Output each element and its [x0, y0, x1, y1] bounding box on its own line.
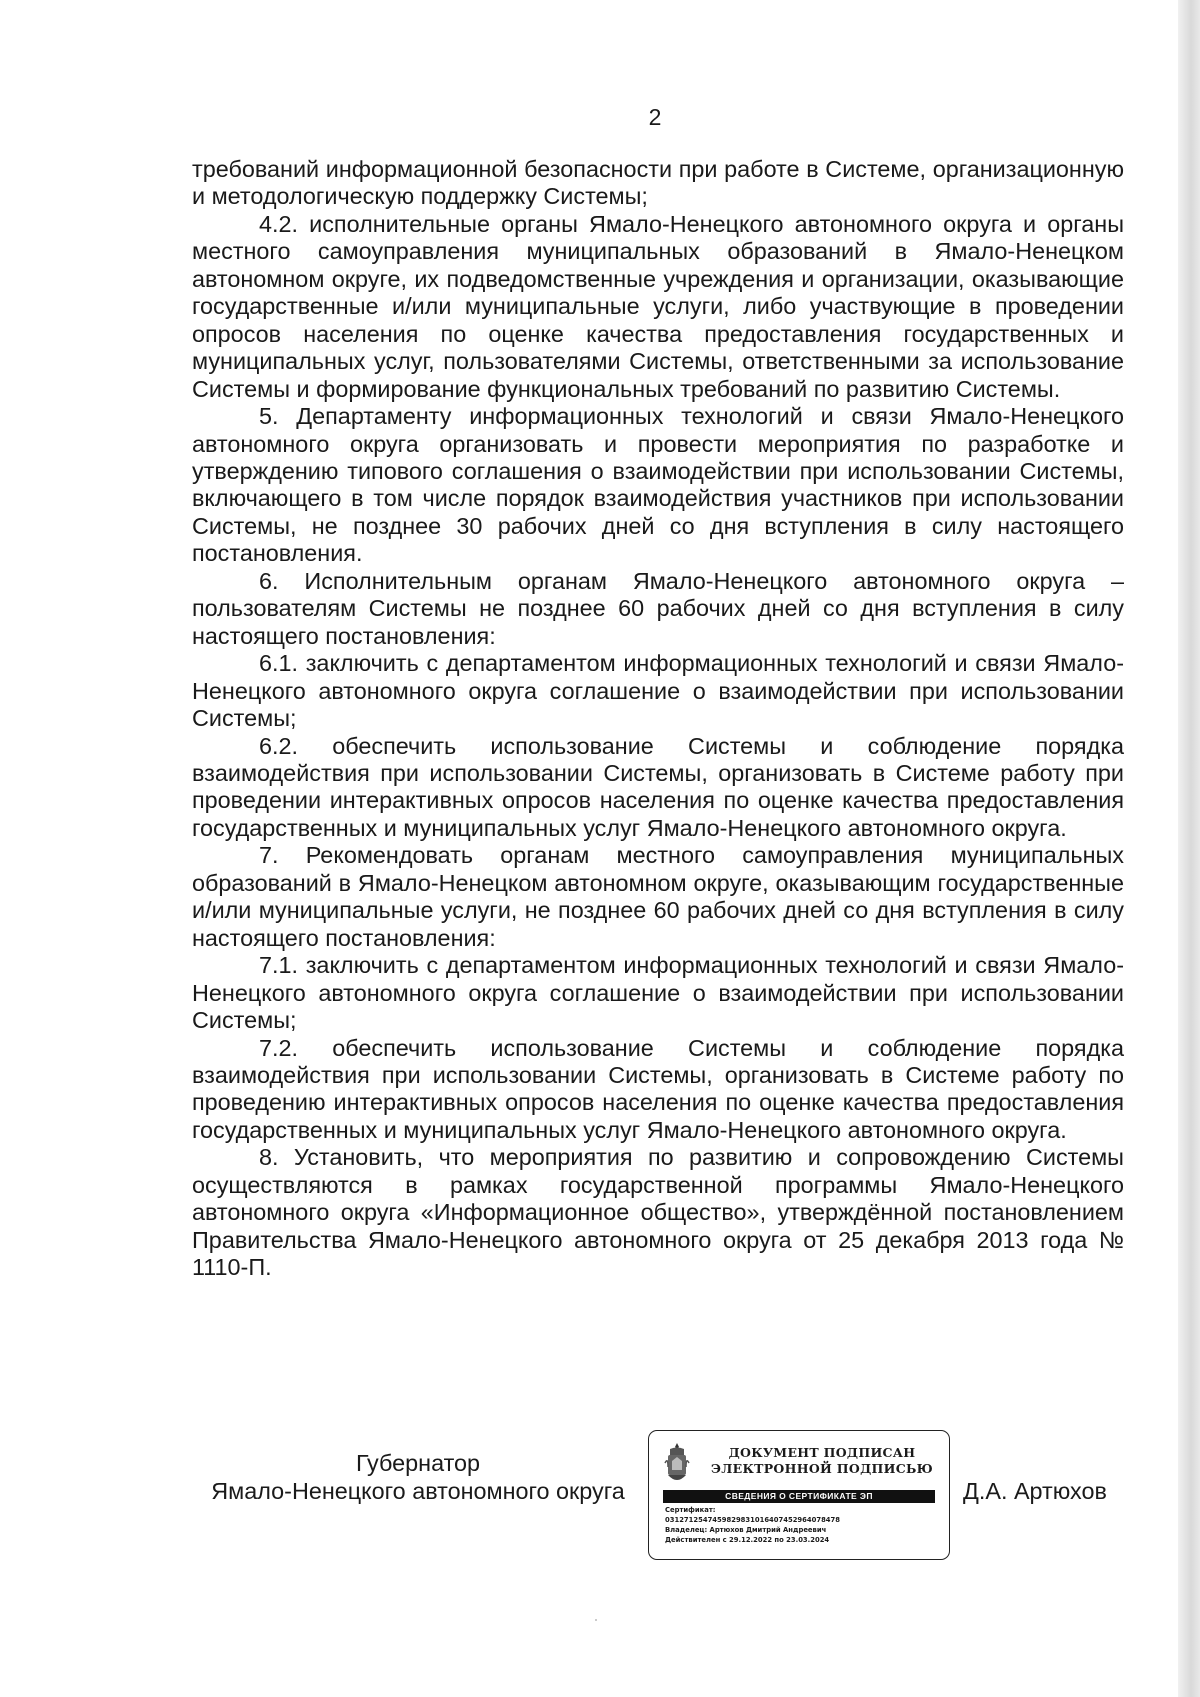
paragraph: 8. Установить, что мероприятия по развитию и сопровождению Системы осуществляются в рамках государственной программы Ямало-Ненецкого автономного округа «Информационное общество», утверждённой постановлением Правительства Ямало-Ненецкого автономного округа от 25 декабря 2013 года № 1110-П.	[192, 1144, 1124, 1281]
coat-of-arms-icon	[663, 1441, 691, 1487]
stamp-title	[707, 1445, 937, 1477]
certificate-validity: Действителен с 29.12.2022 по 23.03.2024	[665, 1536, 830, 1544]
certificate-details	[665, 1505, 943, 1545]
certificate-number: 0312712547459829831016407452964078478	[665, 1516, 840, 1524]
stamp-title-line1: ДОКУМЕНТ ПОДПИСАН	[728, 1445, 916, 1460]
paragraph: 7.2. обеспечить использование Системы и соблюдение порядка взаимодействия при использовании Системы, организовать в Системе работу по проведению интерактивных опросов населения по оценке качества предоставления государственных и муниципальных услуг Ямало-Ненецкого автономного округа.	[192, 1034, 1124, 1143]
paragraph: 5. Департаменту информационных технологий и связи Ямало-Ненецкого автономного округа организовать и провести мероприятия по разработке и утверждению типового соглашения о взаимодействии при использовании Системы, включающего в том числе порядок взаимодействия участников при использовании Системы, не позднее 30 рабочих дней со дня вступления в силу настоящего постановления.	[192, 403, 1124, 567]
stamp-title-line2: ЭЛЕКТРОННОЙ ПОДПИСЬЮ	[711, 1461, 933, 1476]
paragraph: 6.2. обеспечить использование Системы и соблюдение порядка взаимодействия при использовании Системы, организовать в Системе работу при проведении интерактивных опросов населения по оценке качества предоставления государственных и муниципальных услуг Ямало-Ненецкого автономного округа.	[192, 732, 1124, 841]
certificate-label: Сертификат:	[665, 1506, 716, 1514]
electronic-signature-stamp	[648, 1430, 950, 1560]
certificate-owner: Владелец: Артюхов Дмитрий Андреевич	[665, 1526, 827, 1534]
signatory-title: Губернатор	[355, 1450, 481, 1476]
signatory-position	[192, 1450, 644, 1505]
paragraph: 4.2. исполнительные органы Ямало-Ненецкого автономного округа и органы местного самоуправления муниципальных образований в Ямало-Ненецком автономном округе, их подведомственные учреждения и организации, оказывающие государственные и/или муниципальные услуги, либо участвующие в проведении опросов населения по оценке качества предоставления государственных и муниципальных услуг, пользователями Системы, ответственными за использование Системы и формирование функциональных требований по развитию Системы.	[192, 210, 1124, 402]
paragraph: 7.1. заключить с департаментом информационных технологий и связи Ямало-Ненецкого автономного округа соглашение о взаимодействии при использовании Системы;	[192, 952, 1124, 1034]
signatory-organization: Ямало-Ненецкого автономного округа	[211, 1477, 625, 1504]
paragraph: 6. Исполнительным органам Ямало-Ненецкого автономного округа – пользователям Системы не позднее 60 рабочих дней со дня вступления в силу настоящего постановления:	[192, 567, 1124, 649]
paragraph: требований информационной безопасности при работе в Системе, организационную и методологическую поддержку Системы;	[192, 156, 1124, 210]
page-number: 2	[648, 104, 662, 130]
paragraph: 6.1. заключить с департаментом информационных технологий и связи Ямало-Ненецкого автономного округа соглашение о взаимодействии при использовании Системы;	[192, 650, 1124, 732]
signature-block	[0, 1430, 1200, 1570]
scan-speck	[595, 1619, 597, 1621]
paragraph: 7. Рекомендовать органам местного самоуправления муниципальных образований в Ямало-Ненецком автономном округе, оказывающим государственные и/или муниципальные услуги, не позднее 60 рабочих дней со дня вступления в силу настоящего постановления:	[192, 842, 1124, 951]
document-body	[192, 156, 1124, 1282]
signatory-name: Д.А. Артюхов	[963, 1478, 1107, 1504]
certificate-info-bar: СВЕДЕНИЯ О СЕРТИФИКАТЕ ЭП	[663, 1490, 935, 1503]
